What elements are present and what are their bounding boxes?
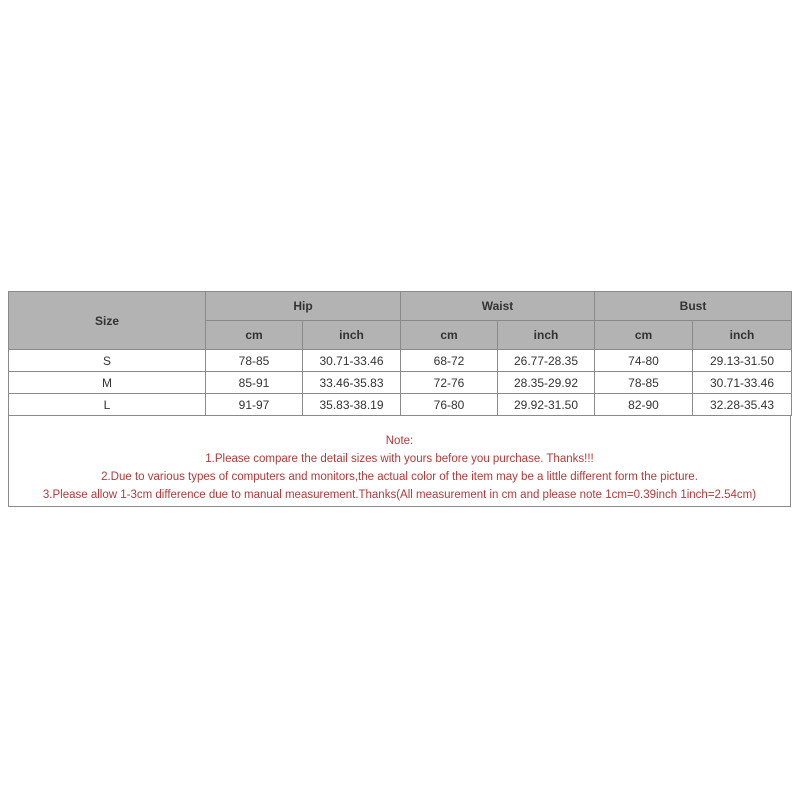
note-line: 2.Due to various types of computers and monitors,the actual color of the item may be a little different form the picture. (101, 471, 698, 483)
note-title: Note: (385, 435, 414, 447)
table-cell: 85-91 (206, 372, 303, 394)
table-cell: 76-80 (401, 394, 498, 416)
waist-header: Waist (401, 292, 595, 321)
table-cell: 30.71-33.46 (693, 372, 792, 394)
table-cell: 30.71-33.46 (303, 350, 401, 372)
table-cell: 78-85 (206, 350, 303, 372)
size-table (8, 291, 792, 416)
unit-header: cm (595, 321, 693, 350)
unit-header: inch (303, 321, 401, 350)
table-cell: 74-80 (595, 350, 693, 372)
header-row-groups (9, 292, 792, 321)
note-box (8, 416, 791, 507)
table-cell: 72-76 (401, 372, 498, 394)
unit-header: cm (401, 321, 498, 350)
table-cell: 33.46-35.83 (303, 372, 401, 394)
table-row (9, 372, 792, 394)
bust-header: Bust (595, 292, 792, 321)
hip-header: Hip (206, 292, 401, 321)
unit-header: cm (206, 321, 303, 350)
table-row (9, 350, 792, 372)
size-cell: S (9, 350, 206, 372)
table-row (9, 394, 792, 416)
size-cell: M (9, 372, 206, 394)
table-cell: 91-97 (206, 394, 303, 416)
size-cell: L (9, 394, 206, 416)
table-cell: 82-90 (595, 394, 693, 416)
note-line: 3.Please allow 1-3cm difference due to manual measurement.Thanks(All measurement in cm and please note 1cm=0.39inch 1inch=2.54cm) (42, 489, 757, 501)
size-header: Size (9, 292, 206, 350)
unit-header: inch (498, 321, 595, 350)
table-cell: 28.35-29.92 (498, 372, 595, 394)
table-cell: 32.28-35.43 (693, 394, 792, 416)
table-cell: 26.77-28.35 (498, 350, 595, 372)
table-cell: 35.83-38.19 (303, 394, 401, 416)
table-cell: 68-72 (401, 350, 498, 372)
table-cell: 78-85 (595, 372, 693, 394)
table-cell: 29.92-31.50 (498, 394, 595, 416)
note-line: 1.Please compare the detail sizes with yours before you purchase. Thanks!!! (205, 453, 594, 465)
unit-header: inch (693, 321, 792, 350)
table-cell: 29.13-31.50 (693, 350, 792, 372)
size-chart (8, 291, 791, 507)
